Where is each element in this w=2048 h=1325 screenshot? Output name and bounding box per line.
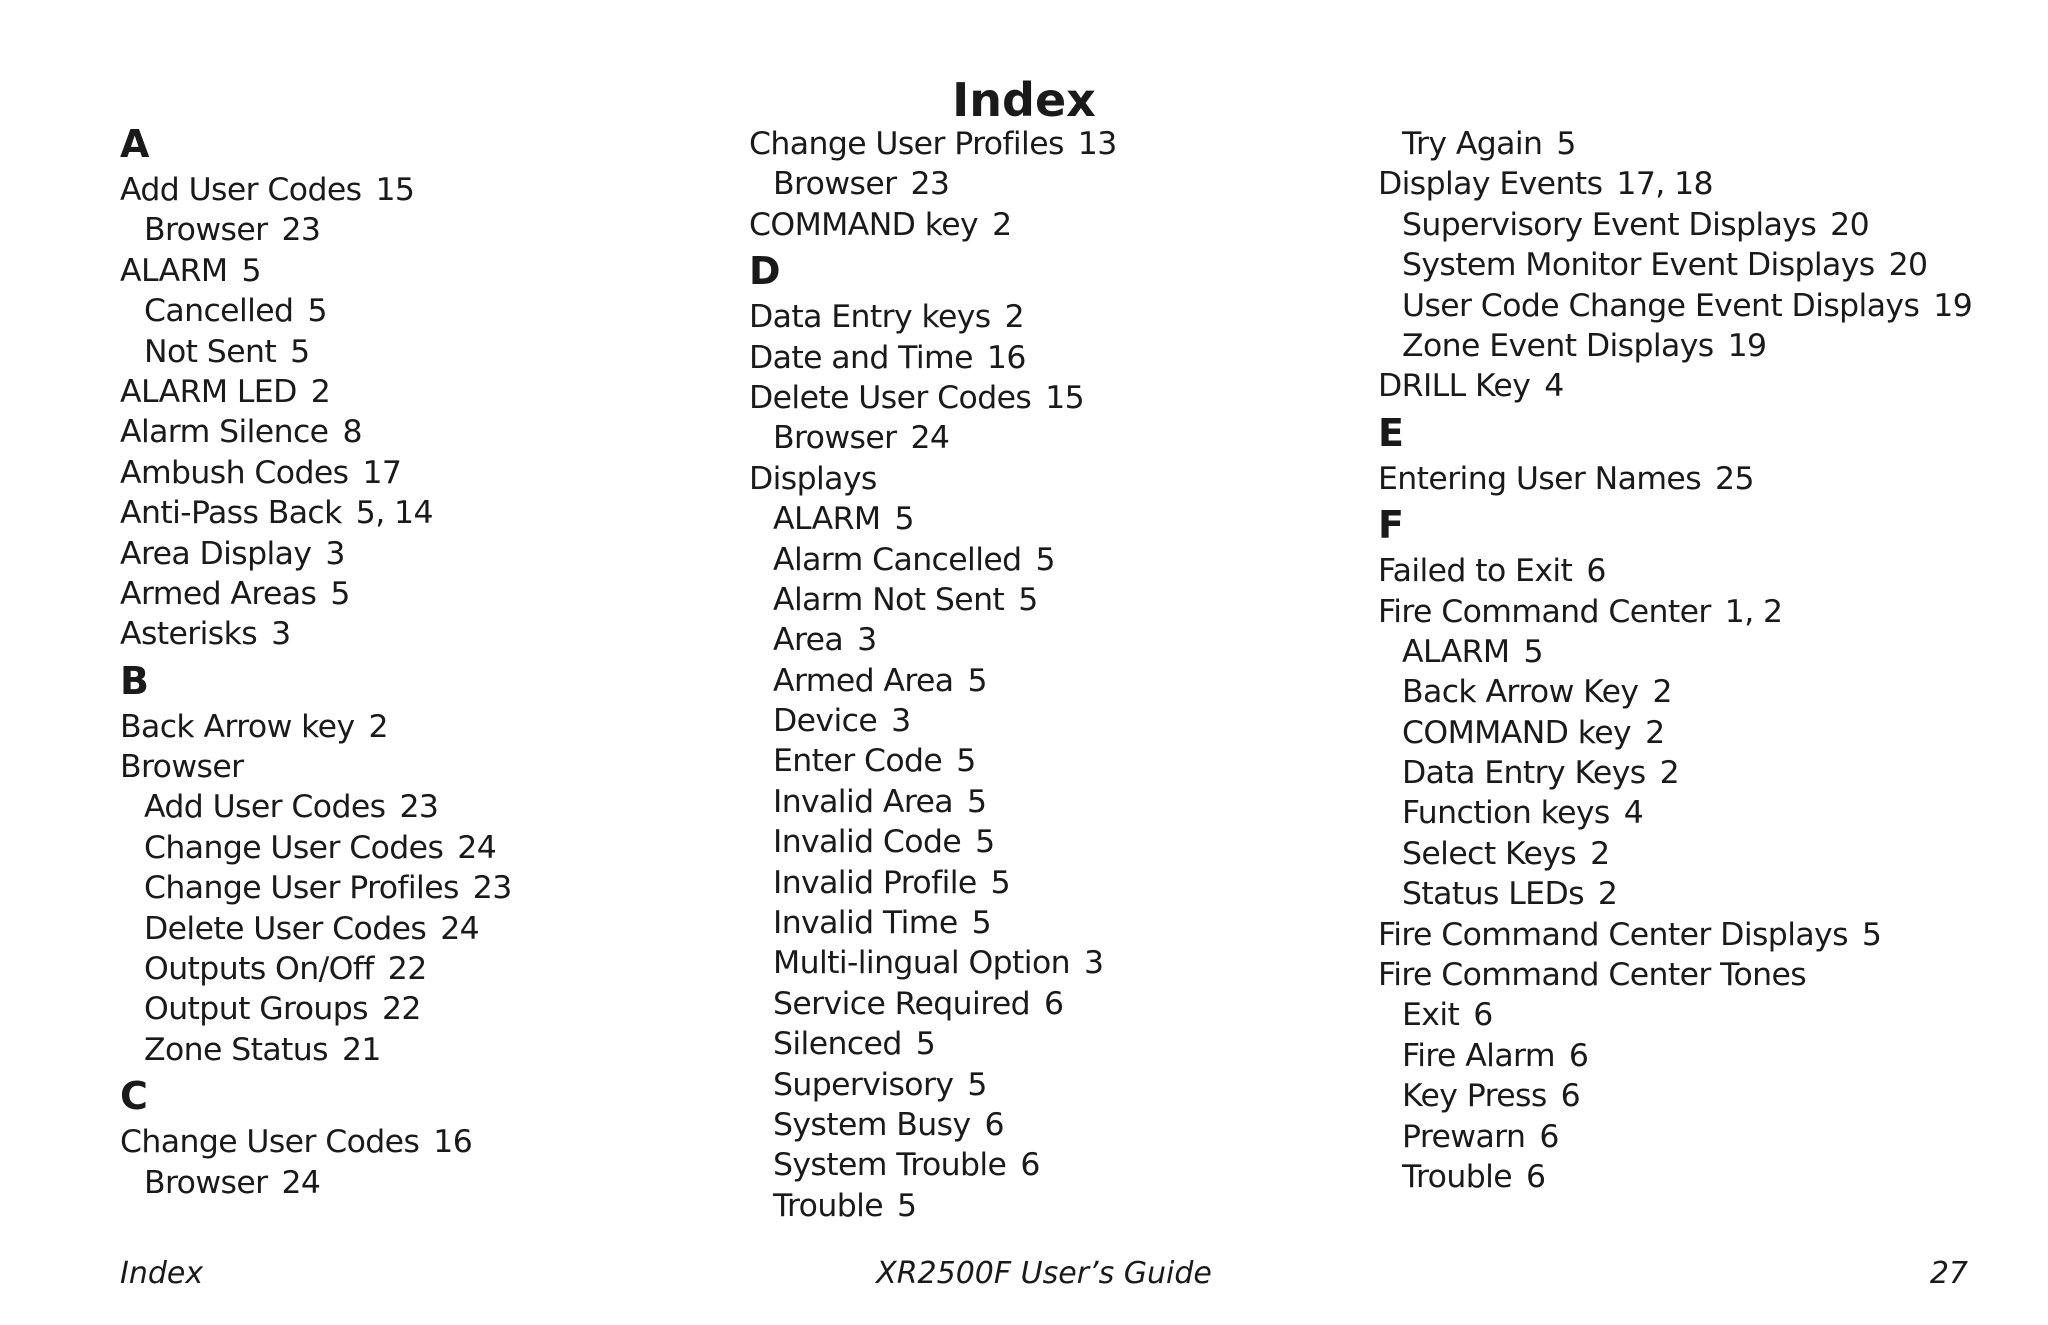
index-column-1 [120,124,680,1203]
index-term: Invalid Profile [773,864,977,901]
index-letter-heading: C [120,1074,148,1119]
index-page-refs: 6 [1568,1037,1589,1074]
index-page-refs: 25 [1715,460,1754,497]
index-column-2 [749,124,1309,1226]
index-subentry [120,909,680,949]
index-term: Area [773,622,844,659]
index-page-refs: 20 [1830,206,1870,243]
index-page-refs: 2 [1597,876,1618,913]
index-term: User Code Change Event Displays [1402,287,1920,324]
index-subentry [120,210,680,250]
index-subentry [1378,1036,1938,1076]
index-letter-heading: F [1378,503,1404,548]
index-letter-heading: E [1378,410,1404,455]
index-page-refs: 5 [915,1026,936,1063]
index-page-refs: 5 [1523,633,1543,670]
index-page-refs: 23 [399,789,439,826]
index-page-refs: 5 [975,824,995,861]
index-subentry [1378,1157,1938,1197]
index-page-refs: 4 [1544,368,1564,405]
index-term: Add User Codes [144,789,386,826]
index-entry [120,493,680,533]
index-page-refs: 22 [381,991,421,1028]
index-subentry [749,499,1309,539]
index-term: Browser [120,749,244,786]
footer-section-name: Index [120,1256,204,1291]
index-page-refs: 24 [440,910,480,947]
index-term: COMMAND key [1402,714,1632,751]
index-term: Trouble [773,1187,884,1224]
index-term: Invalid Code [773,824,962,861]
index-subentry [749,418,1309,458]
index-subentry [120,1163,680,1203]
index-entry [1378,551,1938,591]
index-subentry [749,580,1309,620]
index-entry [120,372,680,412]
index-subentry [1378,713,1938,753]
index-term: Not Sent [144,333,277,370]
index-term: Device [773,703,878,740]
index-term: Zone Event Displays [1402,327,1714,364]
index-subentry [120,828,680,868]
index-entry [749,297,1309,337]
index-page-refs: 6 [1473,997,1493,1034]
index-subentry [749,1145,1309,1185]
index-entry [120,707,680,747]
index-entry [120,412,680,452]
index-letter-heading: A [120,122,150,166]
page-number: 27 [1929,1256,1968,1291]
index-term: Prewarn [1402,1118,1526,1155]
index-page-refs: 19 [1727,327,1767,364]
index-subentry [1378,124,1938,164]
index-page-refs: 8 [342,414,362,451]
index-term: Change User Profiles [749,126,1064,162]
index-term: Zone Status [144,1031,328,1068]
index-page-refs: 13 [1077,126,1117,162]
index-subentry [749,661,1309,701]
index-page-refs: 6 [1044,985,1064,1022]
index-subentry [120,989,680,1029]
index-page-refs: 23 [281,212,321,249]
index-term: Fire Command Center Displays [1378,916,1848,953]
index-page-refs: 2 [1590,835,1610,872]
index-term: Data Entry keys [749,299,991,336]
index-page-refs: 2 [1659,755,1680,792]
index-entry [749,459,1309,499]
index-term: Displays [749,460,877,497]
index-term: Service Required [773,985,1031,1022]
index-subentry [1378,753,1938,793]
index-term: Failed to Exit [1378,553,1573,590]
index-term: Delete User Codes [749,379,1032,416]
index-entry [749,378,1309,418]
index-entry [120,614,680,654]
index-subentry [749,620,1309,660]
index-subentry [120,949,680,989]
index-page-refs: 5 [967,783,987,820]
index-subentry [749,1105,1309,1145]
index-page-refs: 5 [967,662,987,699]
page-title: Index [952,73,1096,127]
index-subentry [749,943,1309,983]
index-page-refs: 2 [1652,674,1672,711]
index-term: Output Groups [144,991,368,1028]
index-entry [120,574,680,614]
index-page-refs: 24 [910,420,950,457]
index-term: Display Events [1378,166,1603,203]
index-page-refs: 5 [1556,126,1576,162]
index-page-refs: 24 [281,1164,321,1201]
index-subentry [749,863,1309,903]
index-entry [120,453,680,493]
index-page-refs: 1, 2 [1724,593,1783,630]
index-term: Area Display [120,535,312,572]
index-page-refs: 3 [857,622,877,659]
index-term: Alarm Cancelled [773,541,1022,578]
index-page-refs: 2 [368,708,388,745]
index-page-refs: 2 [1004,299,1025,336]
index-term: Browser [144,212,268,249]
index-page-refs: 5 [1861,916,1882,953]
index-term: Date and Time [749,339,973,376]
index-page-refs: 6 [1526,1158,1546,1195]
index-page-refs: 5 [956,743,976,780]
index-subentry [1378,286,1973,326]
index-subentry [1378,995,1938,1035]
index-term: System Monitor Event Displays [1402,247,1875,284]
index-page-refs: 3 [891,703,911,740]
index-letter-heading: B [120,658,149,703]
index-entry [1378,955,1938,995]
index-page-refs: 21 [341,1031,381,1068]
index-term: Key Press [1402,1078,1547,1115]
index-entry [749,205,1309,245]
index-term: Trouble [1402,1158,1513,1195]
index-subentry [120,868,680,908]
index-page-refs: 6 [984,1106,1004,1143]
index-term: Delete User Codes [144,910,427,947]
index-page-refs: 17, 18 [1616,166,1713,203]
index-page-refs: 2 [992,206,1012,243]
index-subentry [749,1024,1309,1064]
index-page-refs: 5, 14 [355,495,433,532]
index-page-refs: 5 [307,293,327,330]
index-term: Ambush Codes [120,454,349,491]
index-term: Change User Codes [120,1124,420,1161]
index-term: Supervisory Event Displays [1402,206,1817,243]
index-page-refs: 16 [433,1124,473,1161]
index-page-refs: 5 [1035,541,1055,578]
index-entry [1378,366,1938,406]
index-term: Function keys [1402,795,1610,832]
index-term: Invalid Time [773,905,958,942]
index-subentry [120,291,680,331]
index-term: Select Keys [1402,835,1577,872]
index-term: Supervisory [773,1066,954,1103]
index-subentry [749,903,1309,943]
index-term: System Trouble [773,1147,1007,1184]
index-term: COMMAND key [749,206,979,243]
index-term: Enter Code [773,743,943,780]
index-term: Armed Area [773,662,954,699]
index-term: Data Entry Keys [1402,755,1646,792]
index-term: Invalid Area [773,783,954,820]
index-term: Outputs On/Off [144,951,374,988]
index-subentry [749,822,1309,862]
index-entry [1378,592,1938,632]
index-page-refs: 6 [1560,1078,1581,1115]
index-page-refs: 2 [1645,714,1665,751]
index-term: Change User Codes [144,829,444,866]
index-page-refs: 15 [1045,379,1085,416]
index-entry [120,534,680,574]
index-subentry [1378,205,1938,245]
index-term: Armed Areas [120,575,317,612]
index-subentry [1378,326,1938,366]
index-page-refs: 22 [387,951,427,988]
index-entry [120,251,680,291]
index-page-refs: 24 [457,829,497,866]
index-page-refs: 6 [1539,1118,1559,1155]
index-subentry [1378,793,1938,833]
index-term: Browser [773,420,897,457]
index-subentry [749,164,1309,204]
index-page-refs: 3 [325,535,345,572]
page-footer [120,1254,1968,1294]
index-page-refs: 5 [971,905,992,942]
footer-document-title: XR2500F User’s Guide [876,1256,1212,1291]
index-entry [749,338,1309,378]
index-page-refs: 23 [910,166,950,203]
index-page-refs: 6 [1586,553,1606,590]
index-term: ALARM LED [120,373,297,410]
index-term: Status LEDs [1402,876,1584,913]
index-subentry [120,332,680,372]
index-subentry [749,984,1309,1024]
index-term: Exit [1402,997,1460,1034]
index-term: Alarm Silence [120,414,329,451]
index-term: Fire Alarm [1402,1037,1555,1074]
index-term: Browser [773,166,897,203]
index-page-refs: 3 [1084,945,1104,982]
index-subentry [749,782,1309,822]
index-page-refs: 3 [271,616,291,653]
index-term: Asterisks [120,616,258,653]
index-page-refs: 19 [1933,287,1973,324]
index-subentry [1378,672,1938,712]
index-page-refs: 5 [330,575,350,612]
index-entry [1378,459,1938,499]
index-column-3 [1378,124,1973,1197]
index-term: Silenced [773,1026,902,1063]
index-subentry [749,1065,1309,1105]
index-term: Add User Codes [120,172,362,208]
index-entry [1378,915,1938,955]
index-page-refs: 15 [375,172,415,208]
index-letter-heading: D [749,249,781,294]
index-page-refs: 4 [1623,795,1644,832]
index-term: Browser [144,1164,268,1201]
index-page-refs: 2 [310,373,331,410]
index-page-refs: 23 [472,870,512,907]
index-term: Fire Command Center [1378,593,1711,630]
index-term: Fire Command Center Tones [1378,957,1807,994]
index-page-refs: 5 [967,1066,987,1103]
index-page-refs: 5 [897,1187,917,1224]
index-page-refs: 16 [986,339,1026,376]
index-term: System Busy [773,1106,971,1143]
index-subentry [1378,632,1938,672]
index-subentry [1378,1117,1938,1157]
index-term: Multi-lingual Option [773,945,1070,982]
index-term: Change User Profiles [144,870,459,907]
index-entry [120,170,680,210]
index-subentry [749,701,1309,741]
index-entry [120,1122,680,1162]
index-page-refs: 5 [1018,581,1038,618]
index-page-refs: 6 [1020,1147,1040,1184]
index-entry [749,124,1309,164]
index-subentry [749,741,1309,781]
index-term: Back Arrow key [120,708,355,745]
index-page-refs: 5 [241,252,261,289]
index-term: Entering User Names [1378,460,1702,497]
index-term: ALARM [120,252,228,289]
index-term: Back Arrow Key [1402,674,1639,711]
index-term: Alarm Not Sent [773,581,1005,618]
index-term: ALARM [773,501,881,538]
index-term: DRILL Key [1378,368,1531,405]
index-subentry [1378,245,1938,285]
index-page-refs: 5 [894,501,914,538]
index-term: ALARM [1402,633,1510,670]
index-term: Anti-Pass Back [120,495,342,532]
index-page-refs: 5 [990,864,1011,901]
index-subentry [749,1186,1309,1226]
index-subentry [749,540,1309,580]
index-subentry [120,787,680,827]
index-page-refs: 17 [362,454,402,491]
index-subentry [1378,1076,1938,1116]
index-subentry [1378,834,1938,874]
index-subentry [120,1030,680,1070]
index-entry [1378,164,1938,204]
index-term: Cancelled [144,293,294,330]
index-page-refs: 5 [290,333,310,370]
index-subentry [1378,874,1938,914]
index-term: Try Again [1402,126,1543,162]
index-entry [120,747,680,787]
index-page-refs: 20 [1888,247,1928,284]
